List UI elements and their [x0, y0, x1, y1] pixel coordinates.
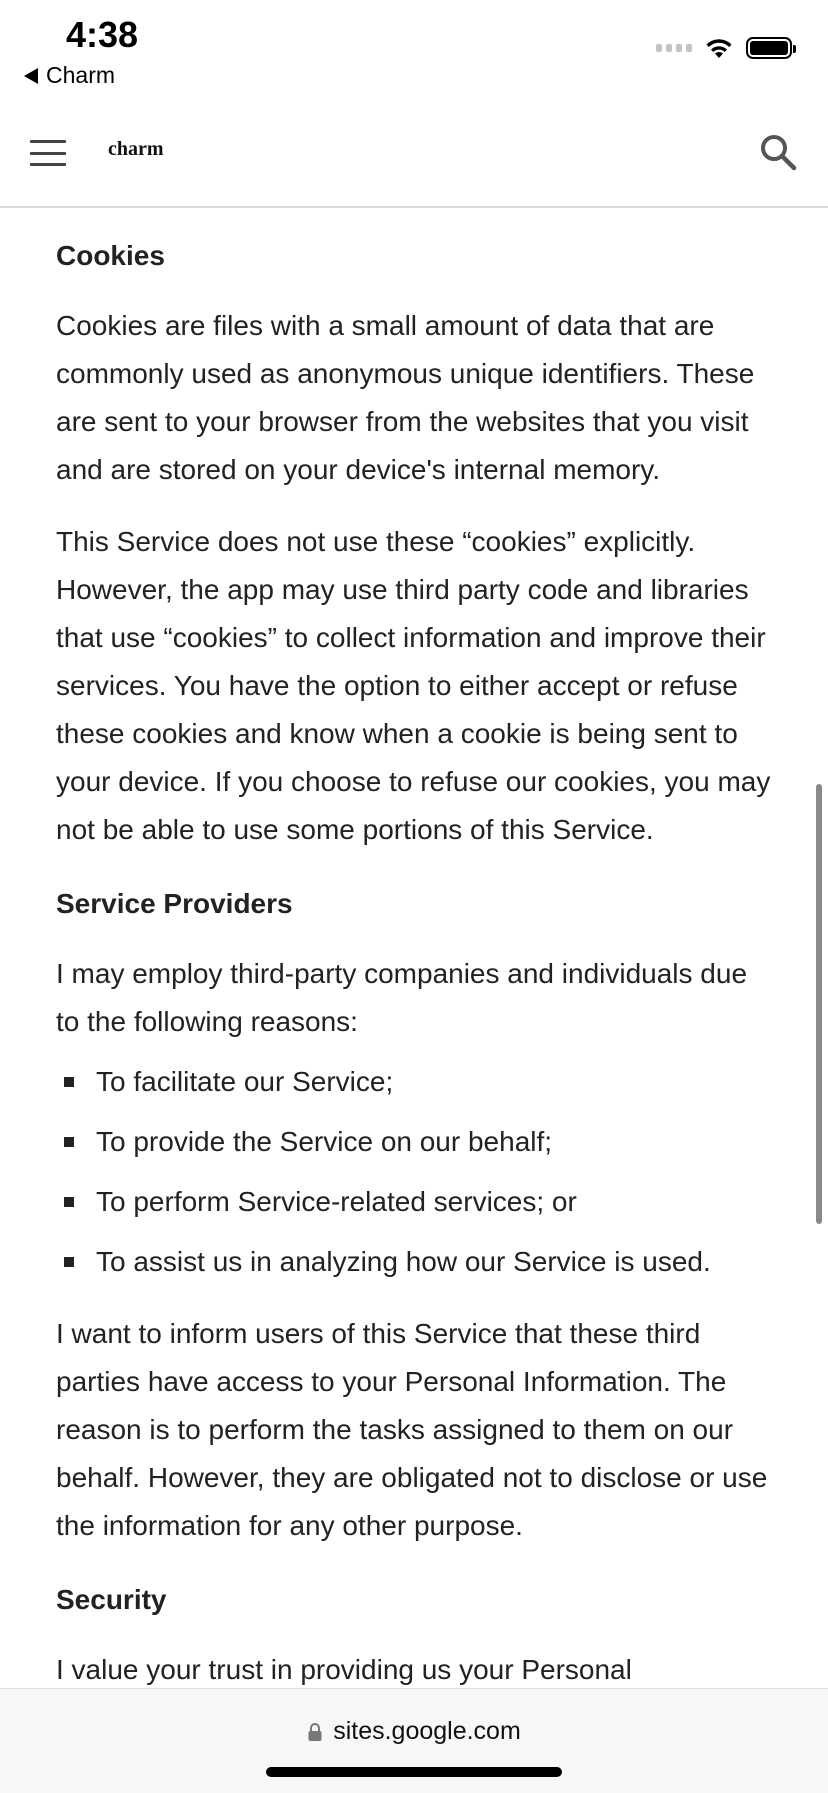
cellular-signal-icon	[656, 44, 692, 52]
bullet-square-icon	[64, 1197, 74, 1207]
bullet-square-icon	[64, 1077, 74, 1087]
vertical-scrollbar[interactable]	[816, 784, 822, 1224]
page-content	[56, 206, 778, 1694]
section-heading-security: Security	[56, 1584, 167, 1615]
status-indicators	[656, 36, 792, 60]
cookies-paragraph-1: Cookies are files with a small amount of data that are commonly used as anonymous unique identifiers. These are sent to your browser from the websites that you visit and are stored on your device's internal memory.	[56, 310, 755, 485]
hamburger-menu-icon[interactable]	[30, 140, 66, 166]
security-paragraph-1: I value your trust in providing us your Personal	[56, 1654, 632, 1685]
home-indicator[interactable]	[266, 1767, 562, 1777]
back-to-app-button[interactable]	[24, 62, 115, 89]
service-providers-list	[56, 1058, 778, 1286]
list-item-text: To perform Service-related services; or	[96, 1186, 577, 1217]
list-item	[56, 1058, 778, 1106]
back-app-label: Charm	[46, 62, 116, 88]
status-bar	[0, 0, 828, 100]
service-providers-paragraph-2: I want to inform users of this Service that these third parties have access to your Personal Information. The reason is to perform the tasks assigned to them on our behalf. However, they are obligated not to disclose or use the information for any other purpose.	[56, 1318, 768, 1541]
battery-icon	[746, 37, 792, 59]
list-item	[56, 1118, 778, 1166]
site-title[interactable]: charm	[108, 138, 164, 160]
list-item	[56, 1178, 778, 1226]
section-heading-cookies: Cookies	[56, 240, 165, 271]
list-item-text: To facilitate our Service;	[96, 1066, 394, 1097]
bullet-square-icon	[64, 1137, 74, 1147]
lock-icon	[307, 1722, 323, 1742]
search-icon[interactable]	[758, 132, 798, 172]
back-arrow-icon	[24, 68, 38, 84]
service-providers-paragraph-1: I may employ third-party companies and individuals due to the following reasons:	[56, 958, 748, 1037]
cookies-paragraph-2: This Service does not use these “cookies” explicitly. However, the app may use third party code and libraries that use “cookies” to collect information and improve their services. You have the option to either accept or refuse these cookies and know when a cookie is being sent to your device. If you choose to refuse our cookies, you may not be able to use some portions of this Service.	[56, 526, 771, 845]
section-heading-service-providers: Service Providers	[56, 888, 293, 919]
wifi-icon	[704, 36, 734, 60]
bullet-square-icon	[64, 1257, 74, 1267]
list-item-text: To assist us in analyzing how our Service is used.	[96, 1246, 711, 1277]
site-header	[0, 100, 828, 208]
status-time: 4:38	[66, 14, 139, 55]
browser-url-bar[interactable]	[0, 1688, 828, 1793]
list-item-text: To provide the Service on our behalf;	[96, 1126, 553, 1157]
list-item	[56, 1238, 778, 1286]
url-domain[interactable]: sites.google.com	[333, 1717, 521, 1745]
